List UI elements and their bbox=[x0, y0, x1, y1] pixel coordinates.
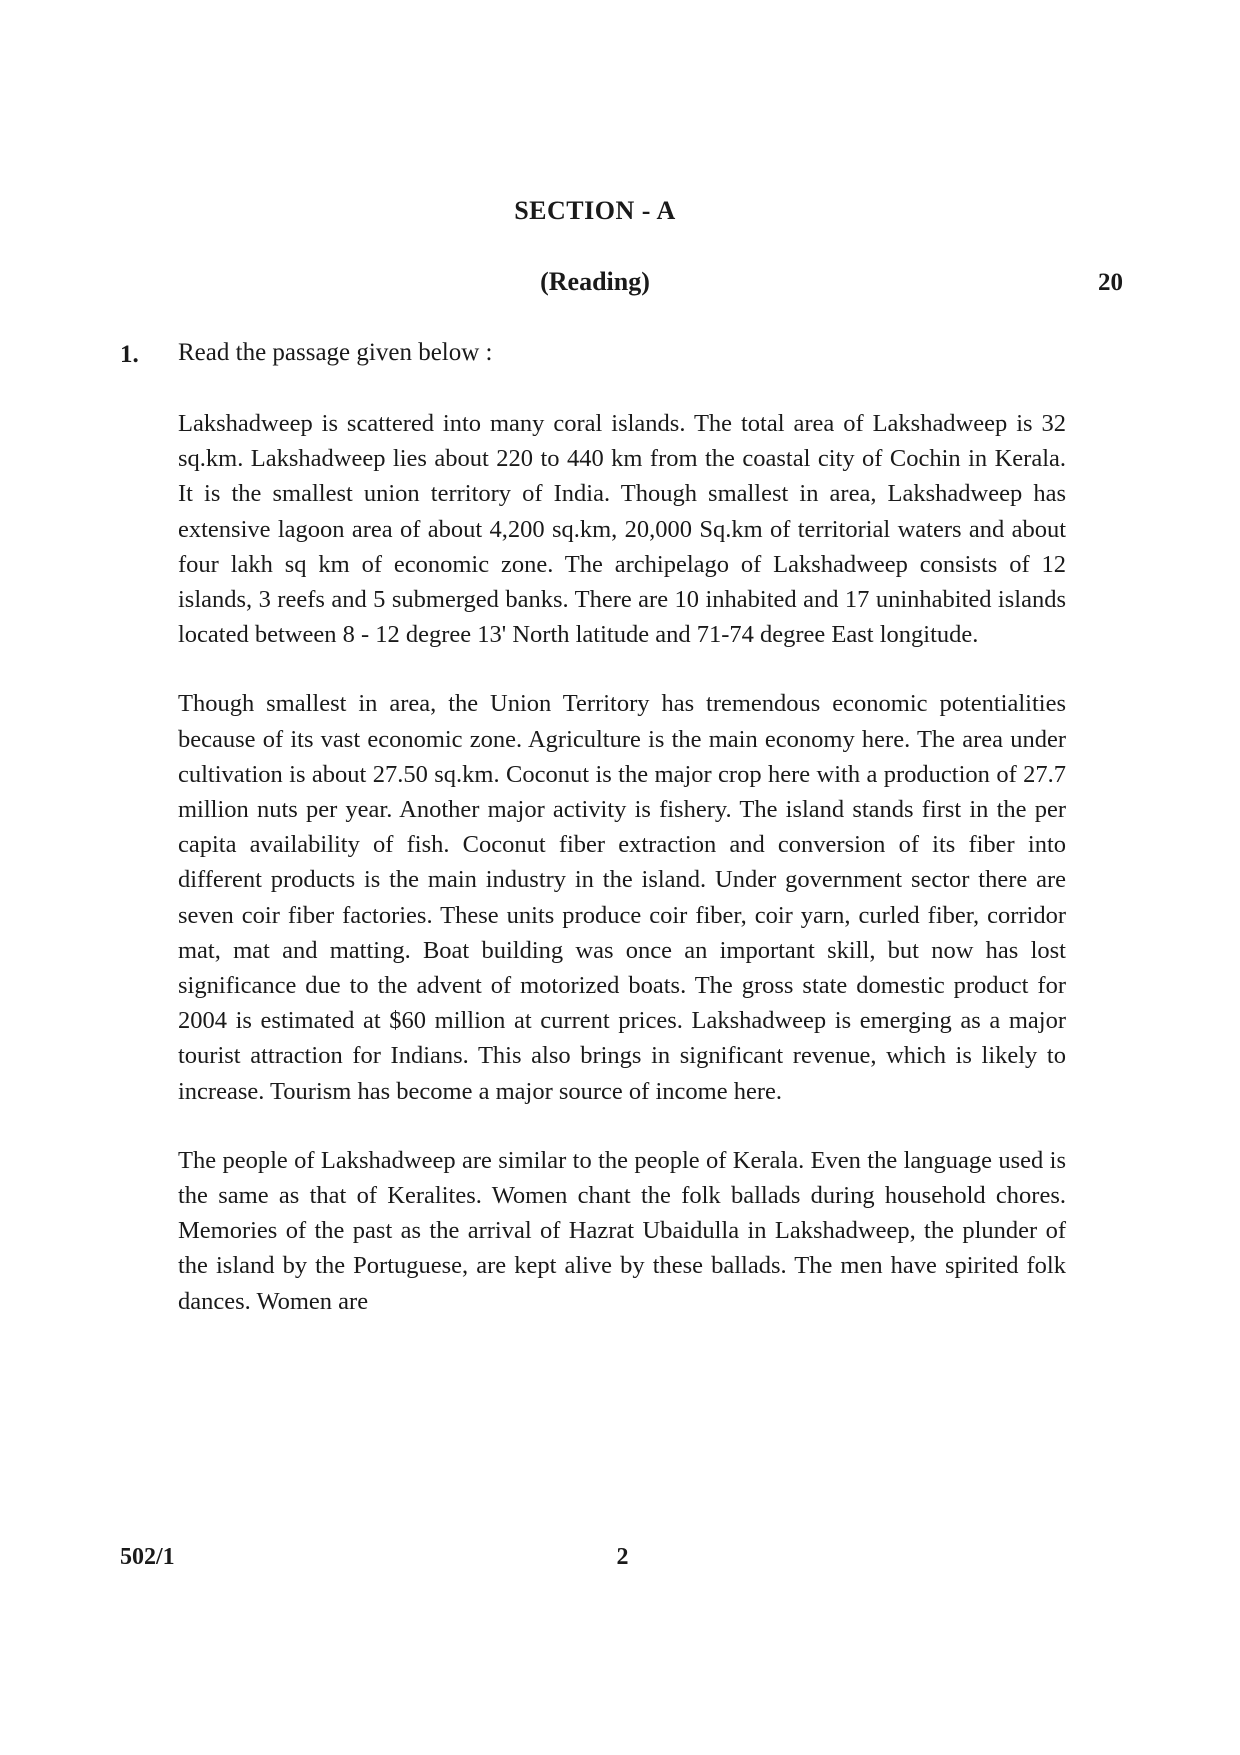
page-number: 2 bbox=[616, 1544, 629, 1570]
question-instruction: Read the passage given below : bbox=[178, 339, 493, 366]
section-heading: SECTION - A bbox=[514, 196, 676, 225]
reading-passage bbox=[178, 406, 1066, 1353]
passage-paragraph-2: Though smallest in area, the Union Territory has tremendous economic potentialities because of its vast economic zone. Agriculture is the main economy here. The area under cultivation is about 27.50 sq.km. Coconut is the major crop here with a production of 27.7 million nuts per year. Another major activity is fishery. The island stands first in the per capita availability of fish. Coconut fiber extraction and conversion of its fiber into different products is the main industry in the island. Under government sector there are seven coir fiber factories. These units produce coir fiber, coir yarn, curled fiber, corridor mat, mat and matting. Boat building was once an important skill, but now has lost significance due to the advent of motorized boats. The gross state domestic product for 2004 is estimated at $60 million at current prices. Lakshadweep is emerging as a major tourist attraction for Indians. This also brings in significant revenue, which is likely to increase. Tourism has become a major source of income here. bbox=[178, 690, 1066, 1105]
passage-paragraph-3: The people of Lakshadweep are similar to the people of Kerala. Even the language used is the same as that of Keralites. Women chant the folk ballads during household chores. Memories of the past as the arrival of Hazrat Ubaidulla in Lakshadweep, the plunder of the island by the Portuguese, are kept alive by these ballads. The men have spirited folk dances. Women are bbox=[178, 1146, 1066, 1315]
section-subtitle: (Reading) bbox=[540, 267, 650, 296]
question-number: 1. bbox=[120, 341, 139, 368]
paper-code: 502/1 bbox=[120, 1544, 175, 1570]
passage-paragraph-1: Lakshadweep is scattered into many coral islands. The total area of Lakshadweep is 32 sq.km. Lakshadweep lies about 220 to 440 km from the coastal city of Cochin in Kerala. It is the smallest union territory of India. Though smallest in area, Lakshadweep has extensive lagoon area of about 4,200 sq.km, 20,000 Sq.km of territorial waters and about four lakh sq km of economic zone. The archipelago of Lakshadweep consists of 12 islands, 3 reefs and 5 submerged banks. There are 10 inhabited and 17 uninhabited islands located between 8 - 12 degree 13' North latitude and 71-74 degree East longitude. bbox=[178, 410, 1066, 649]
section-marks: 20 bbox=[1098, 269, 1123, 296]
